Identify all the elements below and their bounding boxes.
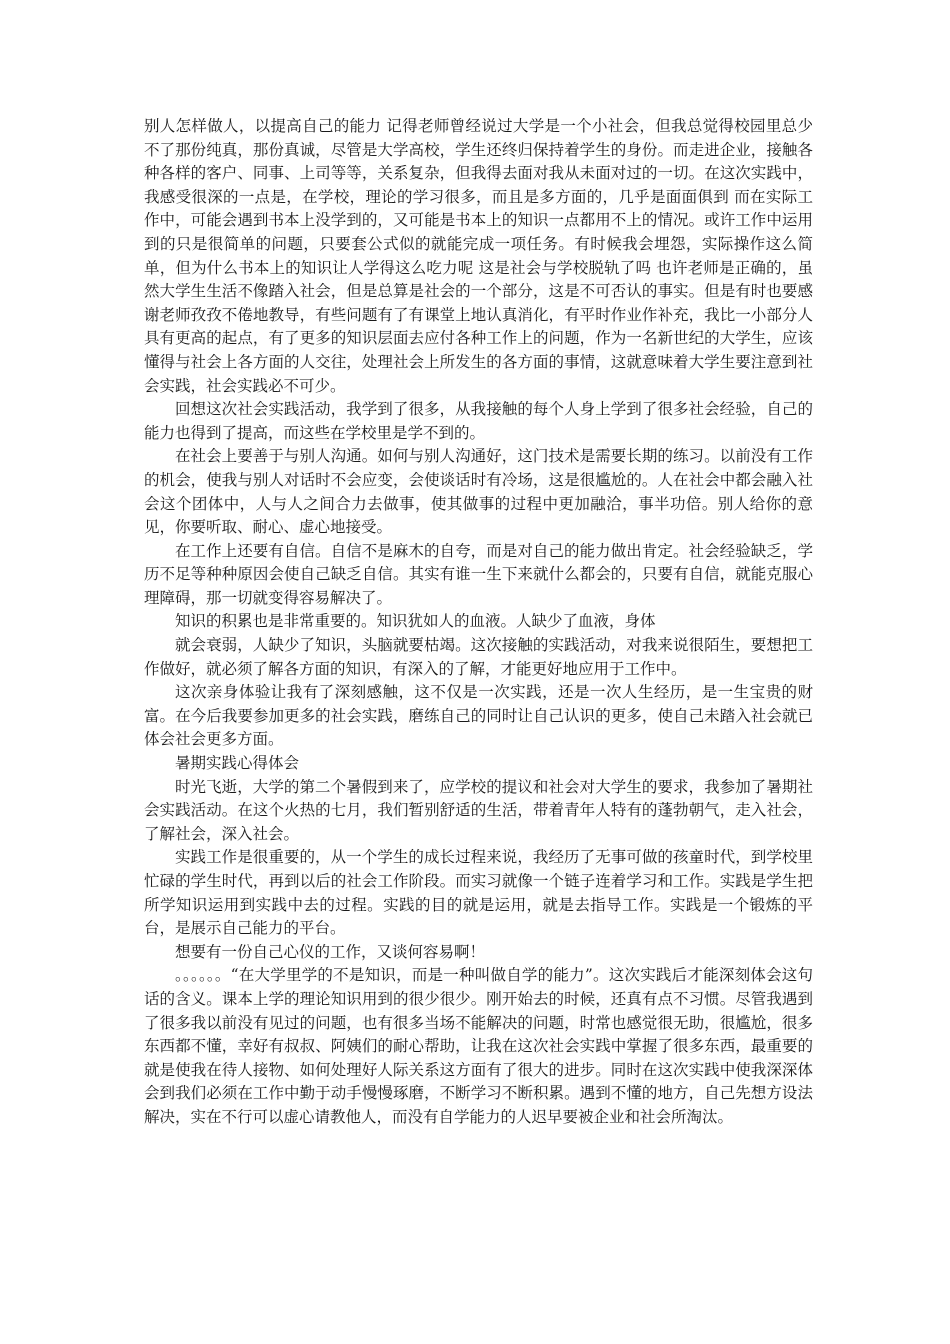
paragraph: 知识的积累也是非常重要的。知识犹如人的血液。人缺少了血液，身体 (175, 612, 656, 631)
paragraph: 实践工作是很重要的，从一个学生的成长过程来说，我经历了无事可做的孩童时代，到学校里忙碌的学生时代，再到以后的社会工作阶段。而实习就像一个链子连着学习和工作。实践是学生把所学知识运用到实践中去的过程。实践的目的就是运用，就是去指导工作。实践是一个锻炼的平台，是展示自己能力的平台。 (144, 848, 813, 938)
paragraph: 在社会上要善于与别人沟通。如何与别人沟通好，这门技术是需要长期的练习。以前没有工作的机会，使我与别人对话时不会应变，会使谈话时有冷场，这是很尴尬的。人在社会中都会融入社会这个团体中，人与人之间合力去做事，使其做事的过程中更加融洽，事半功倍。别人给你的意见，你要听取、耐心、虚心地接受。 (144, 447, 813, 537)
section-heading: 暑期实践心得体会 (175, 754, 300, 773)
paragraph: 就会衰弱，人缺少了知识，头脑就要枯竭。这次接触的实践活动，对我来说很陌生，要想把工作做好，就必须了解各方面的知识，有深入的了解，才能更好地应用于工作中。 (144, 636, 813, 678)
paragraph: 这次亲身体验让我有了深刻感触，这不仅是一次实践，还是一次人生经历，是一生宝贵的财富。在今后我要参加更多的社会实践，磨练自己的同时让自己认识的更多，使自己未踏入社会就已体会社会更多方面。 (144, 683, 813, 749)
paragraph: 在工作上还要有自信。自信不是麻木的自夸，而是对自己的能力做出肯定。社会经验缺乏，学历不足等种种原因会使自己缺乏自信。其实有谁一生下来就什么都会的，只要有自信，就能克服心理障碍，那一切就变得容易解决了。 (144, 541, 813, 607)
paragraph: 想要有一份自己心仪的工作，又谈何容易啊！ (175, 942, 486, 961)
paragraph: 回想这次社会实践活动，我学到了很多，从我接触的每个人身上学到了很多社会经验，自己的能力也得到了提高，而这些在学校里是学不到的。 (144, 400, 813, 442)
paragraph: 别人怎样做人，以提高自己的能力 记得老师曾经说过大学是一个小社会，但我总觉得校园里总少不了那份纯真，那份真诚，尽管是大学高校，学生还终归保持着学生的身份。而走进企业，接触各种各样的客户、同事、上司等等，关系复杂，但我得去面对我从未面对过的一切。在这次实践中，我感受很深的一点是，在学校，理论的学习很多，而且是多方面的，几乎是面面俱到 而在实际工作中，可能会遇到书本上没学到的，又可能是书本上的知识一点都用不上的情况。或许工作中运用到的只是很简单的问题，只要套公式似的就能完成一项任务。有时候我会埋怨，实际操作这么简单，但为什么书本上的知识让人学得这么吃力呢 这是社会与学校脱轨了吗 也许老师是正确的，虽然大学生生活不像踏入社会，但是总算是社会的一个部分，这是不可否认的事实。但是有时也要感谢老师孜孜不倦地教导，有些问题有了有课堂上地认真消化，有平时作业作补充，我比一小部分人具有更高的起点，有了更多的知识层面去应付各种工作上的问题，作为一名新世纪的大学生，应该懂得与社会上各方面的人交往，处理社会上所发生的各方面的事情，这就意味着大学生要注意到社会实践，社会实践必不可少。 (144, 117, 813, 395)
paragraph: 时光飞逝，大学的第二个暑假到来了，应学校的提议和社会对大学生的要求，我参加了暑期社会实践活动。在这个火热的七月，我们暂别舒适的生活，带着青年人特有的蓬勃朝气，走入社会，了解社会，深入社会。 (144, 777, 813, 843)
paragraph: 。。。。。。“在大学里学的不是知识，而是一种叫做自学的能力”。这次实践后才能深刻体会这句话的含义。课本上学的理论知识用到的很少很少。刚开始去的时候，还真有点不习惯。尽管我遇到了很多我以前没有见过的问题，也有很多当场不能解决的问题，时常也感觉很无助，很尴尬，很多东西都不懂，幸好有叔叔、阿姨们的耐心帮助，让我在这次社会实践中掌握了很多东西，最重要的就是使我在待人接物、如何处理好人际关系这方面有了很大的进步。同时在这次实践中使我深深体会到我们必须在工作中勤于动手慢慢琢磨，不断学习不断积累。遇到不懂的地方，自己先想方设法解决，实在不行可以虚心请教他人，而没有自学能力的人迟早要被企业和社会所淘汰。 (144, 966, 813, 1126)
document-body (144, 115, 813, 1130)
